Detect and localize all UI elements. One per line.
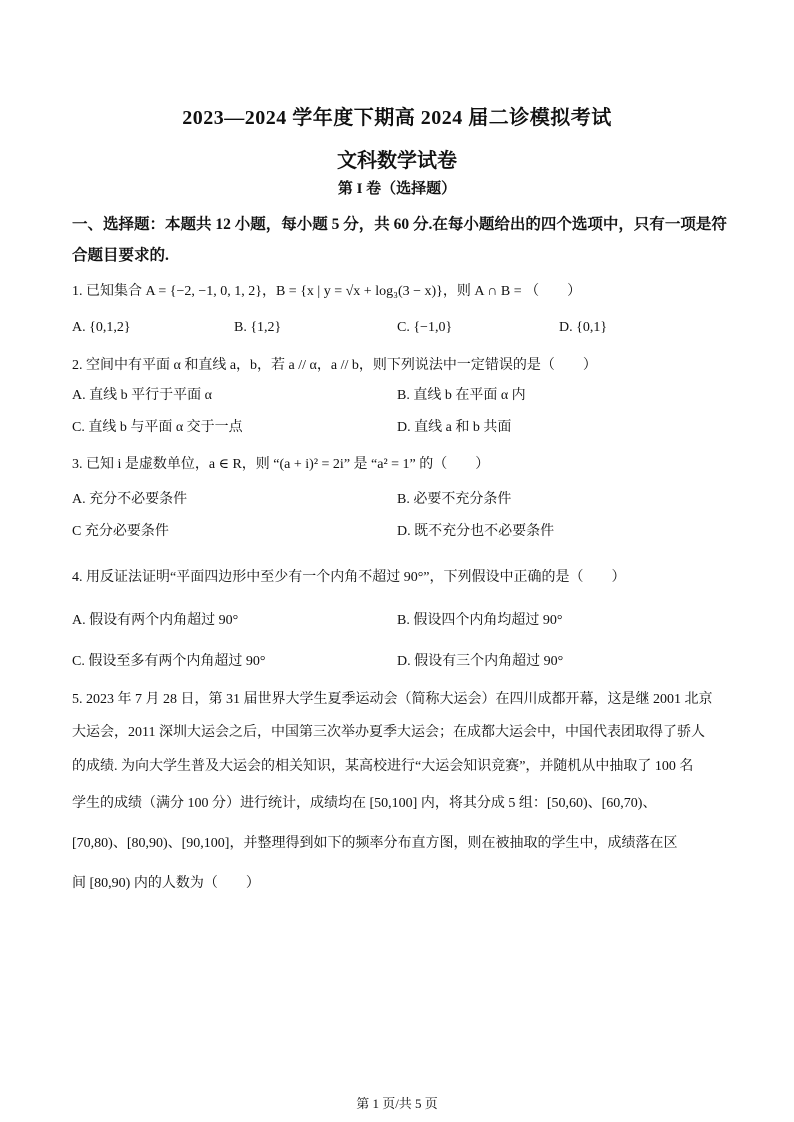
page-number: 第 1 页/共 5 页 <box>356 1096 438 1111</box>
exam-title: 2023—2024 学年度下期高 2024 届二诊模拟考试 <box>182 107 612 129</box>
question-3-option-b: B. 必要不充分条件 <box>397 492 512 507</box>
question-1-stem: 1. 已知集合 A = {−2, −1, 0, 1, 2}，B = {x | y = √x + log₃(3 − x)}，则 A ∩ B = （ ） <box>72 284 582 299</box>
question-5-line-6: 间 [80,90) 内的人数为（ ） <box>72 876 260 891</box>
question-2-option-a: A. 直线 b 平行于平面 α <box>72 388 212 403</box>
question-1-option-d: D. {0,1} <box>559 320 608 335</box>
question-1-option-c: C. {−1,0} <box>397 320 453 335</box>
question-2-option-c: C. 直线 b 与平面 α 交于一点 <box>72 420 243 435</box>
question-4-option-c: C. 假设至多有两个内角超过 90° <box>72 654 266 669</box>
question-3-option-d: D. 既不充分也不必要条件 <box>397 524 555 539</box>
question-2-option-b: B. 直线 b 在平面 α 内 <box>397 388 526 403</box>
question-2-option-d: D. 直线 a 和 b 共面 <box>397 420 512 435</box>
section-instruction: 一、选择题：本题共 12 小题，每小题 5 分，共 60 分.在每小题给出的四个选项中，只有一项是符合题目要求的. <box>72 216 727 264</box>
question-3-option-a: A. 充分不必要条件 <box>72 492 188 507</box>
question-4-option-a: A. 假设有两个内角超过 90° <box>72 613 239 628</box>
question-5-line-3: 的成绩. 为向大学生普及大运会的相关知识，某高校进行“大运会知识竞赛”，并随机从中抽取了 100 名 <box>72 759 694 774</box>
question-3-option-c: C 充分必要条件 <box>72 524 169 539</box>
question-1-option-a: A. {0,1,2} <box>72 320 131 335</box>
volume-label: 第 I 卷（选择题） <box>337 181 457 197</box>
question-4-option-b: B. 假设四个内角均超过 90° <box>397 613 563 628</box>
question-5-line-2: 大运会，2011 深圳大运会之后，中国第三次举办夏季大运会；在成都大运会中，中国代表团取得了骄人 <box>72 725 705 740</box>
question-4-stem: 4. 用反证法证明“平面四边形中至少有一个内角不超过 90°”，下列假设中正确的是（ ） <box>72 570 626 585</box>
question-5-line-5: [70,80)、[80,90)、[90,100]，并整理得到如下的频率分布直方图，则在被抽取的学生中，成绩落在区 <box>72 836 678 851</box>
question-3-stem: 3. 已知 i 是虚数单位，a ∈ R，则 “(a + i)² = 2i” 是 “a² = 1” 的（ ） <box>72 457 490 472</box>
exam-subtitle: 文科数学试卷 <box>337 150 457 172</box>
question-2-stem: 2. 空间中有平面 α 和直线 a，b，若 a // α，a // b，则下列说法中一定错误的是（ ） <box>72 358 597 373</box>
question-5-line-4: 学生的成绩（满分 100 分）进行统计，成绩均在 [50,100] 内，将其分成 5 组：[50,60)、[60,70)、 <box>72 796 657 811</box>
question-5-line-1: 5. 2023 年 7 月 28 日，第 31 届世界大学生夏季运动会（简称大运会）在四川成都开幕，这是继 2001 北京 <box>72 692 713 707</box>
question-1-option-b: B. {1,2} <box>234 320 282 335</box>
question-4-option-d: D. 假设有三个内角超过 90° <box>397 654 564 669</box>
